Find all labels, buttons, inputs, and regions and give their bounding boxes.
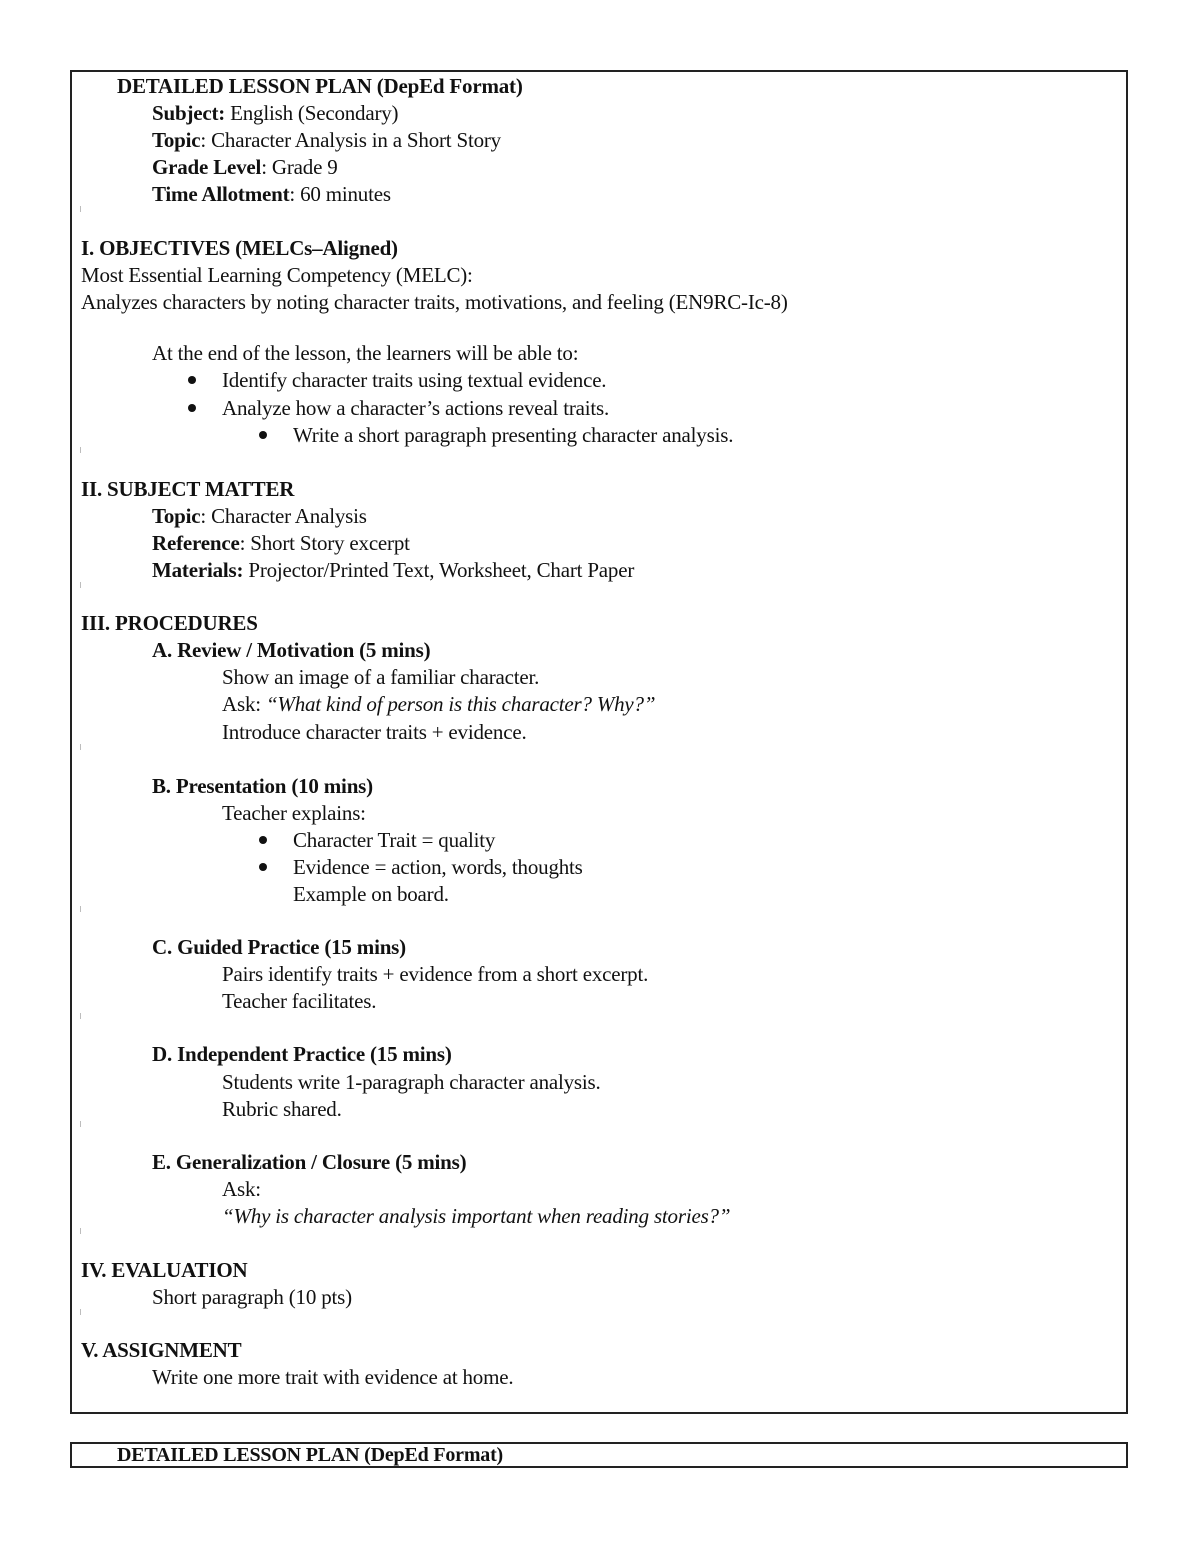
procedure-a-line3: Introduce character traits + evidence. [222, 720, 527, 744]
sm-materials-label: Materials: [152, 558, 244, 582]
sm-reference-label: Reference [152, 531, 240, 555]
bullet-icon [259, 431, 267, 439]
procedure-a-title: A. Review / Motivation (5 mins) [152, 638, 431, 662]
objective-item: Write a short paragraph presenting character analysis. [293, 423, 734, 447]
sm-materials-value: Projector/Printed Text, Worksheet, Chart Paper [243, 558, 635, 582]
subject-value: English (Secondary) [225, 101, 399, 125]
procedure-c-title: C. Guided Practice (15 mins) [152, 935, 406, 959]
objective-item: Analyze how a character’s actions reveal traits. [222, 396, 610, 420]
procedure-d-line2: Rubric shared. [222, 1097, 342, 1121]
procedure-b-title: B. Presentation (10 mins) [152, 774, 373, 798]
time-value: : 60 minutes [289, 182, 391, 206]
time-label: Time Allotment [152, 182, 290, 206]
evaluation-heading: IV. EVALUATION [81, 1258, 248, 1282]
grade-label: Grade Level [152, 155, 262, 179]
assignment-heading: V. ASSIGNMENT [81, 1338, 242, 1362]
grade-value: : Grade 9 [261, 155, 338, 179]
document-title: DETAILED LESSON PLAN (DepEd Format) [117, 74, 523, 98]
bullet-icon [188, 376, 196, 384]
objectives-heading: I. OBJECTIVES (MELCs–Aligned) [81, 236, 398, 260]
topic-line [152, 128, 501, 152]
subject-label: Subject: [152, 101, 226, 125]
procedure-d-line1: Students write 1-paragraph character analysis. [222, 1070, 601, 1094]
melc-text: Analyzes characters by noting character traits, motivations, and feeling (EN9RC-Ic-8) [81, 290, 788, 314]
grade-line [152, 155, 338, 179]
paragraph-mark [80, 744, 81, 750]
ask-label: Ask: [222, 692, 266, 716]
bullet-icon [259, 863, 267, 871]
subject-line [152, 101, 398, 125]
paragraph-mark [80, 1121, 81, 1127]
procedure-e-title: E. Generalization / Closure (5 mins) [152, 1150, 467, 1174]
next-document-title: DETAILED LESSON PLAN (DepEd Format) [117, 1444, 503, 1466]
procedure-a-line1: Show an image of a familiar character. [222, 665, 540, 689]
sm-topic-line [152, 504, 367, 528]
paragraph-mark [80, 206, 81, 212]
sm-materials-line [152, 558, 634, 582]
paragraph-mark [80, 1013, 81, 1019]
time-line [152, 182, 391, 206]
procedures-heading: III. PROCEDURES [81, 611, 258, 635]
paragraph-mark [80, 447, 81, 453]
procedure-b-bullet: Evidence = action, words, thoughts [293, 855, 583, 879]
procedure-c-line1: Pairs identify traits + evidence from a short excerpt. [222, 962, 649, 986]
procedure-c-line2: Teacher facilitates. [222, 989, 377, 1013]
procedure-e-question: “Why is character analysis important when reading stories?” [222, 1204, 731, 1228]
ask-question: “What kind of person is this character? Why?” [265, 692, 656, 716]
procedure-b-bullet: Character Trait = quality [293, 828, 496, 852]
assignment-text: Write one more trait with evidence at home. [152, 1365, 514, 1389]
topic-label: Topic [152, 128, 201, 152]
procedure-b-line4: Example on board. [293, 882, 449, 906]
paragraph-mark [80, 906, 81, 912]
evaluation-text: Short paragraph (10 pts) [152, 1285, 352, 1309]
melc-label: Most Essential Learning Competency (MELC): [81, 263, 473, 287]
objective-item: Identify character traits using textual evidence. [222, 368, 607, 392]
sm-reference-line [152, 531, 410, 555]
sm-reference-value: : Short Story excerpt [239, 531, 410, 555]
sm-topic-value: : Character Analysis [200, 504, 367, 528]
paragraph-mark [80, 582, 81, 588]
topic-value: : Character Analysis in a Short Story [200, 128, 501, 152]
objectives-intro: At the end of the lesson, the learners will be able to: [152, 341, 579, 365]
bullet-icon [188, 404, 196, 412]
procedure-b-line1: Teacher explains: [222, 801, 366, 825]
procedure-a-ask [222, 692, 655, 716]
bullet-icon [259, 836, 267, 844]
sm-topic-label: Topic [152, 504, 201, 528]
subject-matter-heading: II. SUBJECT MATTER [81, 477, 295, 501]
paragraph-mark [80, 1228, 81, 1234]
procedure-e-line1: Ask: [222, 1177, 261, 1201]
paragraph-mark [80, 1309, 81, 1315]
procedure-d-title: D. Independent Practice (15 mins) [152, 1042, 452, 1066]
